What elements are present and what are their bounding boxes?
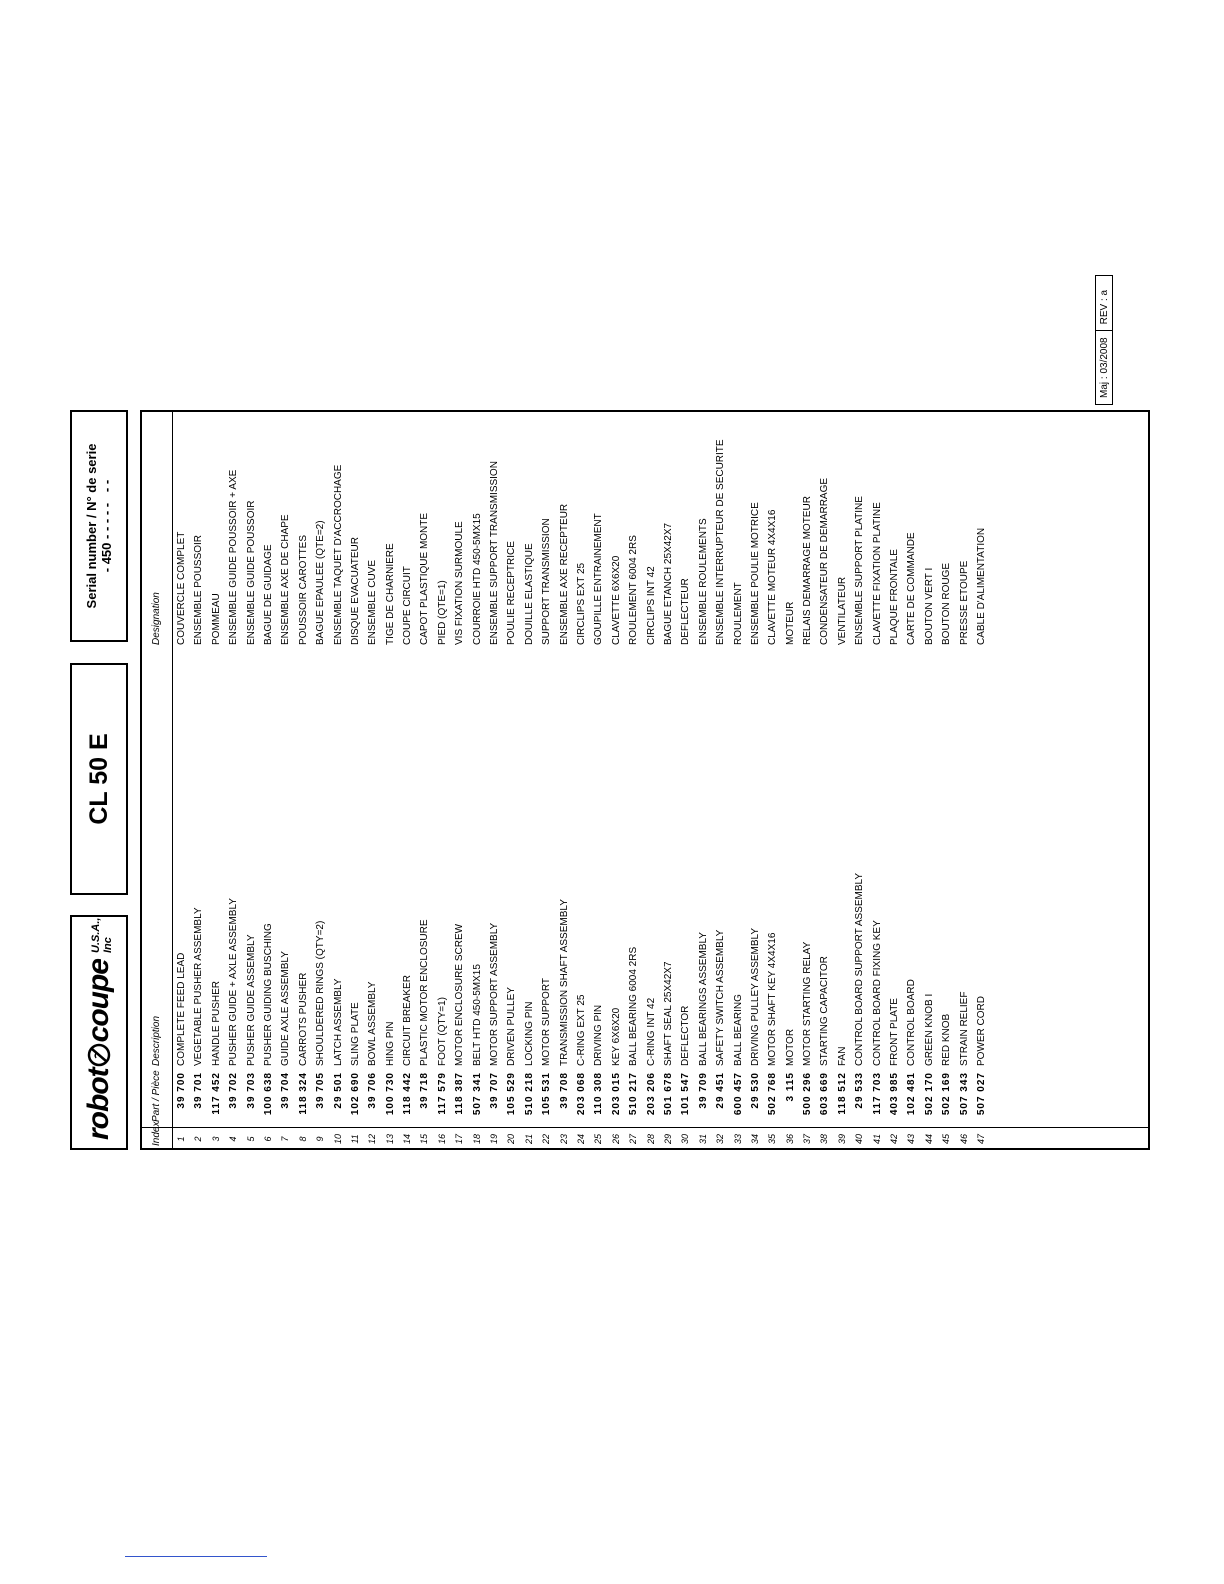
row-designation: BAGUE ETANCH 25X42X7	[662, 522, 674, 645]
row-part-number: 29 501	[332, 1072, 344, 1109]
row-description: STARTING CAPACITOR	[819, 956, 831, 1066]
row-index: 11	[349, 1134, 360, 1144]
row-index: 47	[975, 1134, 986, 1145]
row-index: 22	[541, 1134, 552, 1145]
row-index: 31	[697, 1134, 708, 1145]
row-part-number: 118 387	[454, 1072, 466, 1115]
row-index: 45	[941, 1134, 952, 1145]
row-description: MOTOR SUPPORT ASSEMBLY	[489, 922, 501, 1066]
row-designation: POMMEAU	[210, 593, 222, 645]
table-row	[469, 412, 486, 1148]
row-part-number: 39 703	[245, 1072, 257, 1109]
row-part-number: 600 457	[732, 1072, 744, 1116]
row-part-number: 39 718	[419, 1072, 431, 1109]
row-index: 17	[454, 1134, 465, 1145]
row-part-number: 403 985	[889, 1072, 901, 1116]
row-designation: BOUTON VERT I	[923, 567, 935, 645]
row-part-number: 117 452	[210, 1072, 222, 1115]
table-row	[451, 412, 468, 1148]
row-index: 32	[715, 1134, 726, 1145]
header-designation: Designation	[151, 592, 162, 645]
serial-value: - 450 - - - - - - -	[99, 479, 114, 573]
row-designation: ENSEMBLE SUPPORT PLATINE	[854, 496, 866, 645]
row-part-number: 39 707	[489, 1072, 501, 1109]
row-description: CONTROL BOARD	[906, 979, 918, 1066]
row-index: 23	[558, 1134, 569, 1145]
row-part-number: 203 068	[575, 1072, 587, 1116]
row-designation: COURROIE HTD 450-5MX15	[471, 513, 483, 645]
row-index: 35	[767, 1134, 778, 1145]
serial-label: Serial number / N° de serie	[84, 443, 99, 609]
row-designation: VENTILATEUR	[836, 576, 848, 645]
row-part-number: 100 730	[384, 1072, 396, 1116]
row-description: DRIVING PULLEY ASSEMBLY	[749, 927, 761, 1066]
table-row	[695, 412, 712, 1148]
table-row	[921, 412, 938, 1148]
table-row	[764, 412, 781, 1148]
row-index: 7	[280, 1136, 291, 1142]
row-description: STRAIN RELIEF	[958, 991, 970, 1066]
row-designation: TIGE DE CHARNIERE	[384, 543, 396, 645]
row-description: BOWL ASSEMBLY	[367, 981, 379, 1066]
header-index: Index	[151, 1121, 162, 1146]
table-row	[486, 412, 503, 1148]
row-description: SLING PLATE	[349, 1002, 361, 1066]
table-row	[608, 412, 625, 1148]
row-index: 9	[315, 1136, 326, 1142]
row-part-number: 100 638	[262, 1072, 274, 1116]
row-designation: RELAIS DEMARRAGE MOTEUR	[802, 496, 814, 645]
row-index: 18	[471, 1134, 482, 1145]
row-description: DRIVING PIN	[593, 1004, 605, 1066]
logo-text-right: coupe	[82, 959, 115, 1043]
row-index: 6	[262, 1136, 273, 1142]
row-description: MOTOR SHAFT KEY 4X4X16	[767, 932, 779, 1066]
table-row	[956, 412, 973, 1148]
row-designation: ROULEMENT 6004 2RS	[628, 535, 640, 645]
row-designation: BAGUE EPAULEE (QTE=2)	[315, 520, 327, 645]
row-index: 8	[297, 1136, 308, 1142]
row-description: KEY 6X6X20	[610, 1007, 622, 1066]
row-index: 14	[402, 1134, 413, 1145]
row-designation: MOTEUR	[784, 601, 796, 645]
row-index: 39	[836, 1134, 847, 1145]
row-designation: SUPPORT TRANSMISSION	[541, 518, 553, 645]
row-part-number: 510 217	[628, 1072, 640, 1116]
row-designation: ENSEMBLE SUPPORT TRANSMISSION	[489, 461, 501, 645]
row-description: VEGETABLE PUSHER ASSEMBLY	[193, 907, 205, 1066]
row-part-number: 118 512	[836, 1072, 848, 1115]
table-row	[556, 412, 573, 1148]
table-row	[312, 412, 329, 1148]
row-designation: CARTE DE COMMANDE	[906, 532, 918, 645]
model-box	[70, 663, 128, 895]
row-description: CONTROL BOARD SUPPORT ASSEMBLY	[854, 872, 866, 1066]
row-index: 25	[593, 1134, 604, 1145]
model-title: CL 50 E	[84, 733, 113, 825]
row-part-number: 117 703	[871, 1072, 883, 1115]
row-description: PUSHER GUIDE ASSEMBLY	[245, 934, 257, 1066]
table-row	[503, 412, 520, 1148]
row-designation: DEFLECTEUR	[680, 578, 692, 645]
footer-divider	[1096, 330, 1112, 331]
table-header	[142, 412, 173, 1148]
row-description: BELT HTD 450-5MX15	[471, 964, 483, 1066]
row-part-number: 500 296	[802, 1072, 814, 1116]
row-part-number: 603 669	[819, 1072, 831, 1116]
row-index: 41	[871, 1134, 882, 1145]
parts-table	[140, 410, 1150, 1150]
row-designation: ENSEMBLE CUVE	[367, 559, 379, 645]
table-row	[782, 412, 799, 1148]
row-index: 19	[489, 1134, 500, 1145]
row-index: 44	[923, 1134, 934, 1145]
row-index: 30	[680, 1134, 691, 1145]
row-designation: CAPOT PLASTIQUE MONTE	[419, 512, 431, 645]
row-index: 46	[958, 1134, 969, 1145]
table-row	[225, 412, 242, 1148]
row-index: 37	[802, 1134, 813, 1145]
row-designation: ENSEMBLE INTERRUPTEUR DE SECURITE	[715, 439, 727, 645]
row-description: BALL BEARING 6004 2RS	[628, 946, 640, 1066]
row-description: HANDLE PUSHER	[210, 980, 222, 1066]
row-index: 24	[575, 1134, 586, 1145]
row-part-number: 110 308	[593, 1072, 605, 1115]
row-description: GUIDE AXLE ASSEMBLY	[280, 951, 292, 1066]
row-index: 2	[193, 1136, 204, 1142]
row-part-number: 203 015	[610, 1072, 622, 1116]
table-row	[330, 412, 347, 1148]
row-description: LOCKING PIN	[523, 1001, 535, 1066]
row-description: FAN	[836, 1046, 848, 1066]
table-row	[869, 412, 886, 1148]
row-description: CONTROL BOARD FIXING KEY	[871, 920, 883, 1066]
logo-subtitle: U.S.A., Inc	[90, 917, 114, 953]
parts-sheet	[70, 65, 1130, 1150]
row-part-number: 105 531	[541, 1072, 553, 1116]
row-index: 13	[384, 1134, 395, 1145]
row-part-number: 507 341	[471, 1072, 483, 1116]
table-row	[816, 412, 833, 1148]
table-row	[973, 412, 990, 1148]
logo-text-left: robot	[82, 1068, 115, 1140]
header-part: Part / Pièce	[151, 1070, 162, 1122]
row-designation: ENSEMBLE AXE DE CHAPE	[280, 514, 292, 645]
table-row	[434, 412, 451, 1148]
logo-box	[70, 915, 128, 1150]
row-description: BALL BEARINGS ASSEMBLY	[697, 932, 709, 1066]
row-description: SAFETY SWITCH ASSEMBLY	[715, 929, 727, 1066]
row-description: CIRCUIT BREAKER	[402, 975, 414, 1066]
table-row	[521, 412, 538, 1148]
row-description: RED KNOB	[941, 1013, 953, 1066]
row-description: C-RING EXT 25	[575, 994, 587, 1066]
row-index: 38	[819, 1134, 830, 1145]
row-part-number: 502 170	[923, 1072, 935, 1116]
row-index: 5	[245, 1136, 256, 1142]
row-part-number: 102 690	[349, 1072, 361, 1116]
row-description: COMPLETE FEED LEAD	[176, 952, 187, 1066]
serial-box	[70, 410, 128, 642]
row-designation: COUPE CIRCUIT	[402, 566, 414, 645]
row-designation: ENSEMBLE ROULEMENTS	[697, 518, 709, 645]
row-index: 3	[210, 1136, 221, 1142]
table-row	[799, 412, 816, 1148]
row-description: SHAFT SEAL 25X42X7	[662, 961, 674, 1066]
table-row	[382, 412, 399, 1148]
row-designation: CLAVETTE 6X6X20	[610, 555, 622, 645]
row-designation: PLAQUE FRONTALE	[889, 549, 901, 645]
row-description: MOTOR STARTING RELAY	[802, 941, 814, 1066]
row-index: 10	[332, 1134, 343, 1145]
row-part-number: 507 343	[958, 1072, 970, 1116]
row-designation: BOUTON ROUGE	[941, 562, 953, 645]
row-description: DRIVEN PULLEY	[506, 987, 518, 1066]
table-row	[416, 412, 433, 1148]
table-row	[747, 412, 764, 1148]
row-part-number: 507 027	[975, 1072, 987, 1116]
table-row	[643, 412, 660, 1148]
table-row	[625, 412, 642, 1148]
table-row	[938, 412, 955, 1148]
row-description: PLASTIC MOTOR ENCLOSURE	[419, 919, 431, 1066]
row-index: 43	[906, 1134, 917, 1145]
table-row	[364, 412, 381, 1148]
row-designation: DOUILLE ELASTIQUE	[523, 543, 535, 645]
table-row	[834, 412, 851, 1148]
row-index: 34	[749, 1134, 760, 1145]
row-index: 16	[436, 1134, 447, 1145]
row-description: POWER CORD	[975, 996, 987, 1066]
row-designation: PRESSE ETOUPE	[958, 560, 970, 645]
row-part-number: 101 547	[680, 1072, 692, 1116]
table-row	[573, 412, 590, 1148]
row-designation: CIRCLIPS INT 42	[645, 566, 657, 645]
row-index: 4	[228, 1136, 239, 1142]
revision-footer	[1095, 275, 1113, 405]
row-designation: POUSSOIR CAROTTES	[297, 534, 309, 645]
robot-coupe-logo	[82, 959, 116, 1140]
row-description: GREEN KNOB I	[923, 993, 935, 1066]
table-row	[730, 412, 747, 1148]
row-designation: PIED (QTE=1)	[436, 580, 448, 645]
row-part-number: 102 481	[906, 1072, 918, 1116]
row-description: FRONT PLATE	[889, 998, 901, 1066]
row-designation: CONDENSATEUR DE DEMARRAGE	[819, 477, 831, 645]
header-description: Description	[151, 1015, 162, 1066]
row-part-number: 502 169	[941, 1072, 953, 1116]
row-part-number: 39 706	[367, 1072, 379, 1109]
row-designation: CABLE D'ALIMENTATION	[975, 527, 987, 645]
table-body	[173, 412, 990, 1148]
table-row	[590, 412, 607, 1148]
row-part-number: 39 700	[176, 1072, 187, 1109]
row-part-number: 117 579	[436, 1072, 448, 1115]
row-index: 29	[662, 1134, 673, 1145]
row-part-number: 39 702	[228, 1072, 240, 1109]
table-row	[260, 412, 277, 1148]
row-designation: POULIE RECEPTRICE	[506, 541, 518, 645]
row-part-number: 39 705	[315, 1072, 327, 1109]
row-designation: ENSEMBLE GUIDE POUSSOIR + AXE	[228, 469, 240, 645]
table-row	[399, 412, 416, 1148]
table-row	[538, 412, 555, 1148]
row-index: 15	[419, 1134, 430, 1145]
row-index: 20	[506, 1134, 517, 1145]
row-designation: ENSEMBLE POULIE MOTRICE	[749, 502, 761, 645]
table-row	[660, 412, 677, 1148]
row-description: DEFLECTOR	[680, 1005, 692, 1066]
row-designation: ENSEMBLE GUIDE POUSSOIR	[245, 500, 257, 645]
row-description: SHOULDERED RINGS (QTY=2)	[315, 920, 327, 1066]
row-part-number: 29 533	[854, 1072, 866, 1109]
table-row	[295, 412, 312, 1148]
row-part-number: 39 704	[280, 1072, 292, 1109]
row-designation: ENSEMBLE POUSSOIR	[193, 534, 205, 645]
table-row	[886, 412, 903, 1148]
row-designation: CLAVETTE FIXATION PLATINE	[871, 502, 883, 645]
revision-date: Maj : 03/2008	[1098, 337, 1110, 398]
row-description: MOTOR SUPPORT	[541, 978, 553, 1066]
row-designation: CLAVETTE MOTEUR 4X4X16	[767, 509, 779, 645]
row-description: FOOT (QTY=1)	[436, 997, 448, 1066]
row-description: BALL BEARING	[732, 994, 744, 1066]
row-index: 1	[176, 1136, 186, 1142]
row-part-number: 39 701	[193, 1072, 205, 1109]
table-row	[208, 412, 225, 1148]
table-row	[677, 412, 694, 1148]
row-index: 28	[645, 1134, 656, 1145]
row-part-number: 118 442	[402, 1072, 414, 1115]
row-part-number: 501 678	[662, 1072, 674, 1116]
row-designation: VIS FIXATION SURMOULE	[454, 521, 466, 645]
row-designation: ROULEMENT	[732, 582, 744, 645]
revision-code: REV : a	[1098, 289, 1110, 325]
row-designation: BAGUE DE GUIDAGE	[262, 544, 274, 645]
row-index: 40	[854, 1134, 865, 1145]
row-part-number: 118 324	[297, 1072, 309, 1115]
row-part-number: 29 451	[715, 1072, 727, 1109]
row-index: 12	[367, 1134, 378, 1145]
row-part-number: 502 768	[767, 1072, 779, 1116]
row-index: 36	[784, 1134, 795, 1145]
row-part-number: 510 218	[523, 1072, 535, 1116]
row-description: C-RING INT 42	[645, 997, 657, 1066]
table-row	[851, 412, 868, 1148]
table-row	[243, 412, 260, 1148]
row-description: MOTOR	[784, 1028, 796, 1066]
row-designation: GOUPILLE ENTRAINEMENT	[593, 513, 605, 645]
table-row	[347, 412, 364, 1148]
row-designation: ENSEMBLE AXE RECEPTEUR	[558, 503, 570, 645]
table-row	[277, 412, 294, 1148]
row-index: 21	[523, 1134, 534, 1145]
row-index: 42	[889, 1134, 900, 1145]
table-row	[712, 412, 729, 1148]
row-designation: DISQUE EVACUATEUR	[349, 537, 361, 645]
row-description: TRANSMISSION SHAFT ASSEMBLY	[558, 899, 570, 1066]
row-description: PUSHER GUIDE + AXLE ASSEMBLY	[228, 898, 240, 1066]
row-part-number: 203 206	[645, 1072, 657, 1116]
row-description: HING PIN	[384, 1021, 396, 1066]
row-index: 26	[610, 1134, 621, 1145]
row-index: 33	[732, 1134, 743, 1145]
row-designation: COUVERCLE COMPLET	[176, 531, 187, 645]
row-description: PUSHER GUIDING BUSCHING	[262, 923, 274, 1066]
row-description: LATCH ASSEMBLY	[332, 978, 344, 1066]
row-part-number: 105 529	[506, 1072, 518, 1116]
row-designation: CIRCLIPS EXT 25	[575, 562, 587, 645]
row-part-number: 29 530	[749, 1072, 761, 1109]
row-part-number: 39 709	[697, 1072, 709, 1109]
table-row	[173, 412, 190, 1148]
row-part-number: 3 115	[784, 1072, 796, 1102]
link-underline	[125, 1556, 267, 1557]
row-description: MOTOR ENCLOSURE SCREW	[454, 923, 466, 1066]
row-part-number: 39 708	[558, 1072, 570, 1109]
table-row	[903, 412, 920, 1148]
row-description: CARROTS PUSHER	[297, 972, 309, 1066]
logo-swirl-icon	[84, 1043, 114, 1067]
row-designation: ENSEMBLE TAQUET D'ACCROCHAGE	[332, 464, 344, 645]
table-row	[190, 412, 207, 1148]
row-index: 27	[628, 1134, 639, 1145]
